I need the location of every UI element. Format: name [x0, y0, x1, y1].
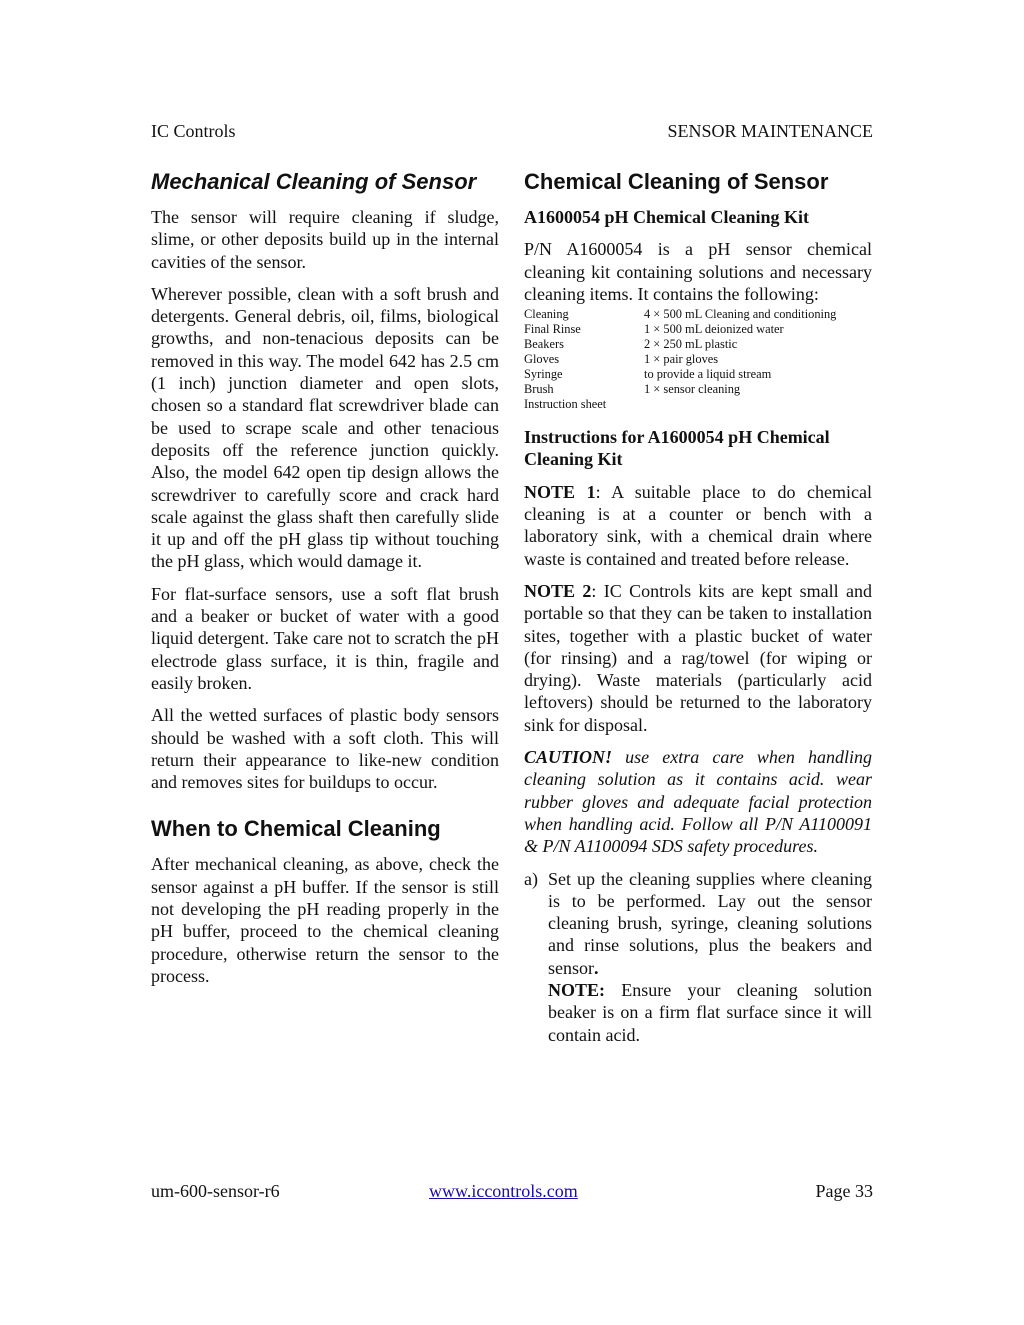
- kit-item-desc: 4 × 500 mL Cleaning and conditioning: [644, 307, 837, 322]
- kit-item-desc: 2 × 250 mL plastic: [644, 337, 738, 352]
- mechanical-paragraph-4: All the wetted surfaces of plastic body sensors should be washed with a soft cloth. This will return their appearance to like-new condition and removes sites for buildups to occur.: [151, 705, 499, 793]
- kit-row: [524, 367, 872, 382]
- kit-heading: A1600054 pH Chemical Cleaning Kit: [524, 207, 810, 227]
- kit-row: [524, 337, 872, 352]
- step-a-note-label: NOTE:: [548, 980, 606, 1001]
- note-1-label: NOTE 1: [524, 481, 596, 502]
- left-column: [151, 168, 499, 997]
- kit-row: [524, 397, 872, 412]
- step-a-label: a): [524, 868, 538, 889]
- kit-item-desc: 1 × 500 mL deionized water: [644, 322, 784, 337]
- header-section: SENSOR MAINTENANCE: [667, 121, 873, 141]
- caution-text: use extra care when handling cleaning solution as it contains acid. wear rubber gloves and adequate facial protection when handling acid. Follow all P/N A1100091 & P/N A1100094 SDS safety procedures.: [524, 747, 872, 857]
- footer-page-number: Page 33: [815, 1181, 873, 1201]
- kit-item-desc: 1 × sensor cleaning: [644, 382, 741, 397]
- kit-item-name: Cleaning: [524, 307, 569, 322]
- step-a-note-text: Ensure your cleaning solution beaker is on a firm flat surface since it will contain acid.: [548, 980, 872, 1045]
- note-2: [524, 580, 872, 736]
- step-a: [524, 868, 872, 1046]
- note-2-text: : IC Controls kits are kept small and portable so that they can be taken to installation sites, together with a plastic bucket of water (for rinsing) and a rag/towel (for wiping or drying). Waste materials (particularly acid leftovers) should be returned to the laboratory sink for disposal.: [524, 580, 872, 735]
- step-a-main: Set up the cleaning supplies where cleaning is to be performed. Lay out the sensor cleaning brush, syringe, cleaning solutions and rinse solutions, plus the beakers and sensor: [548, 868, 872, 978]
- instructions-heading: Instructions for A1600054 pH Chemical Cleaning Kit: [524, 427, 830, 470]
- mechanical-paragraph-2: Wherever possible, clean with a soft brush and detergents. General debris, oil, films, biological growths, and non-tenacious deposits can be removed in this way. The model 642 has 2.5 cm (1 inch) junction diameter and open slots, chosen so a standard flat screwdriver blade can be used to scrape scale and other tenacious deposits off the reference junction quickly. Also, the model 642 open tip design allows the screwdriver to carefully score and crack hard scale against the glass shaft then carefully slide it up and off the pH glass tip without touching the pH glass, which would damage it.: [151, 283, 499, 572]
- when-chemical-cleaning-heading: When to Chemical Cleaning: [151, 816, 441, 842]
- footer-doc-id: um-600-sensor-r6: [151, 1181, 280, 1201]
- step-a-note: [548, 979, 872, 1046]
- note-1-text: : A suitable place to do chemical cleaning is at a counter or bench with a laboratory sink, with a chemical drain where waste is contained and treated before release.: [524, 481, 872, 569]
- kit-contents-table: [524, 307, 872, 412]
- kit-row: [524, 382, 872, 397]
- kit-item-desc: [644, 397, 872, 412]
- kit-row: [524, 322, 872, 337]
- mechanical-cleaning-heading: Mechanical Cleaning of Sensor: [151, 169, 477, 194]
- step-a-period: .: [594, 957, 599, 978]
- note-2-label: NOTE 2: [524, 580, 592, 601]
- mechanical-paragraph-3: For flat-surface sensors, use a soft flat brush and a beaker or bucket of water with a good liquid detergent. Take care not to scratch the pH electrode glass surface, it is thin, fragile and easily broken.: [151, 583, 499, 693]
- step-a-text: [548, 868, 872, 979]
- page-header: [151, 121, 873, 142]
- footer-website-link[interactable]: www.iccontrols.com: [429, 1181, 578, 1201]
- kit-item-name: Beakers: [524, 337, 564, 352]
- kit-item-name: Brush: [524, 382, 554, 397]
- right-column: [524, 168, 872, 1046]
- note-1: [524, 481, 872, 570]
- kit-item-name: Gloves: [524, 352, 560, 367]
- step-a-body: [548, 868, 872, 1046]
- kit-item-desc: to provide a liquid stream: [644, 367, 772, 382]
- kit-item-name: Final Rinse: [524, 322, 581, 337]
- kit-item-desc: 1 × pair gloves: [644, 352, 719, 367]
- mechanical-paragraph-1: The sensor will require cleaning if sludge, slime, or other deposits build up in the internal cavities of the sensor.: [151, 207, 499, 272]
- kit-row: [524, 352, 872, 367]
- when-paragraph-1: After mechanical cleaning, as above, check the sensor against a pH buffer. If the sensor is still not developing the pH reading properly in the pH buffer, proceed to the chemical cleaning procedure, otherwise return the sensor to the process.: [151, 854, 499, 986]
- kit-paragraph: P/N A1600054 is a pH sensor chemical cleaning kit containing solutions and necessary cleaning items. It contains the following:: [524, 239, 872, 304]
- chemical-cleaning-heading: Chemical Cleaning of Sensor: [524, 169, 829, 194]
- kit-item-name: Syringe: [524, 367, 563, 382]
- caution-paragraph: [524, 746, 872, 857]
- caution-label: CAUTION!: [524, 747, 613, 768]
- header-company: IC Controls: [151, 121, 236, 141]
- kit-item-name: Instruction sheet: [524, 397, 607, 412]
- kit-row: [524, 307, 872, 322]
